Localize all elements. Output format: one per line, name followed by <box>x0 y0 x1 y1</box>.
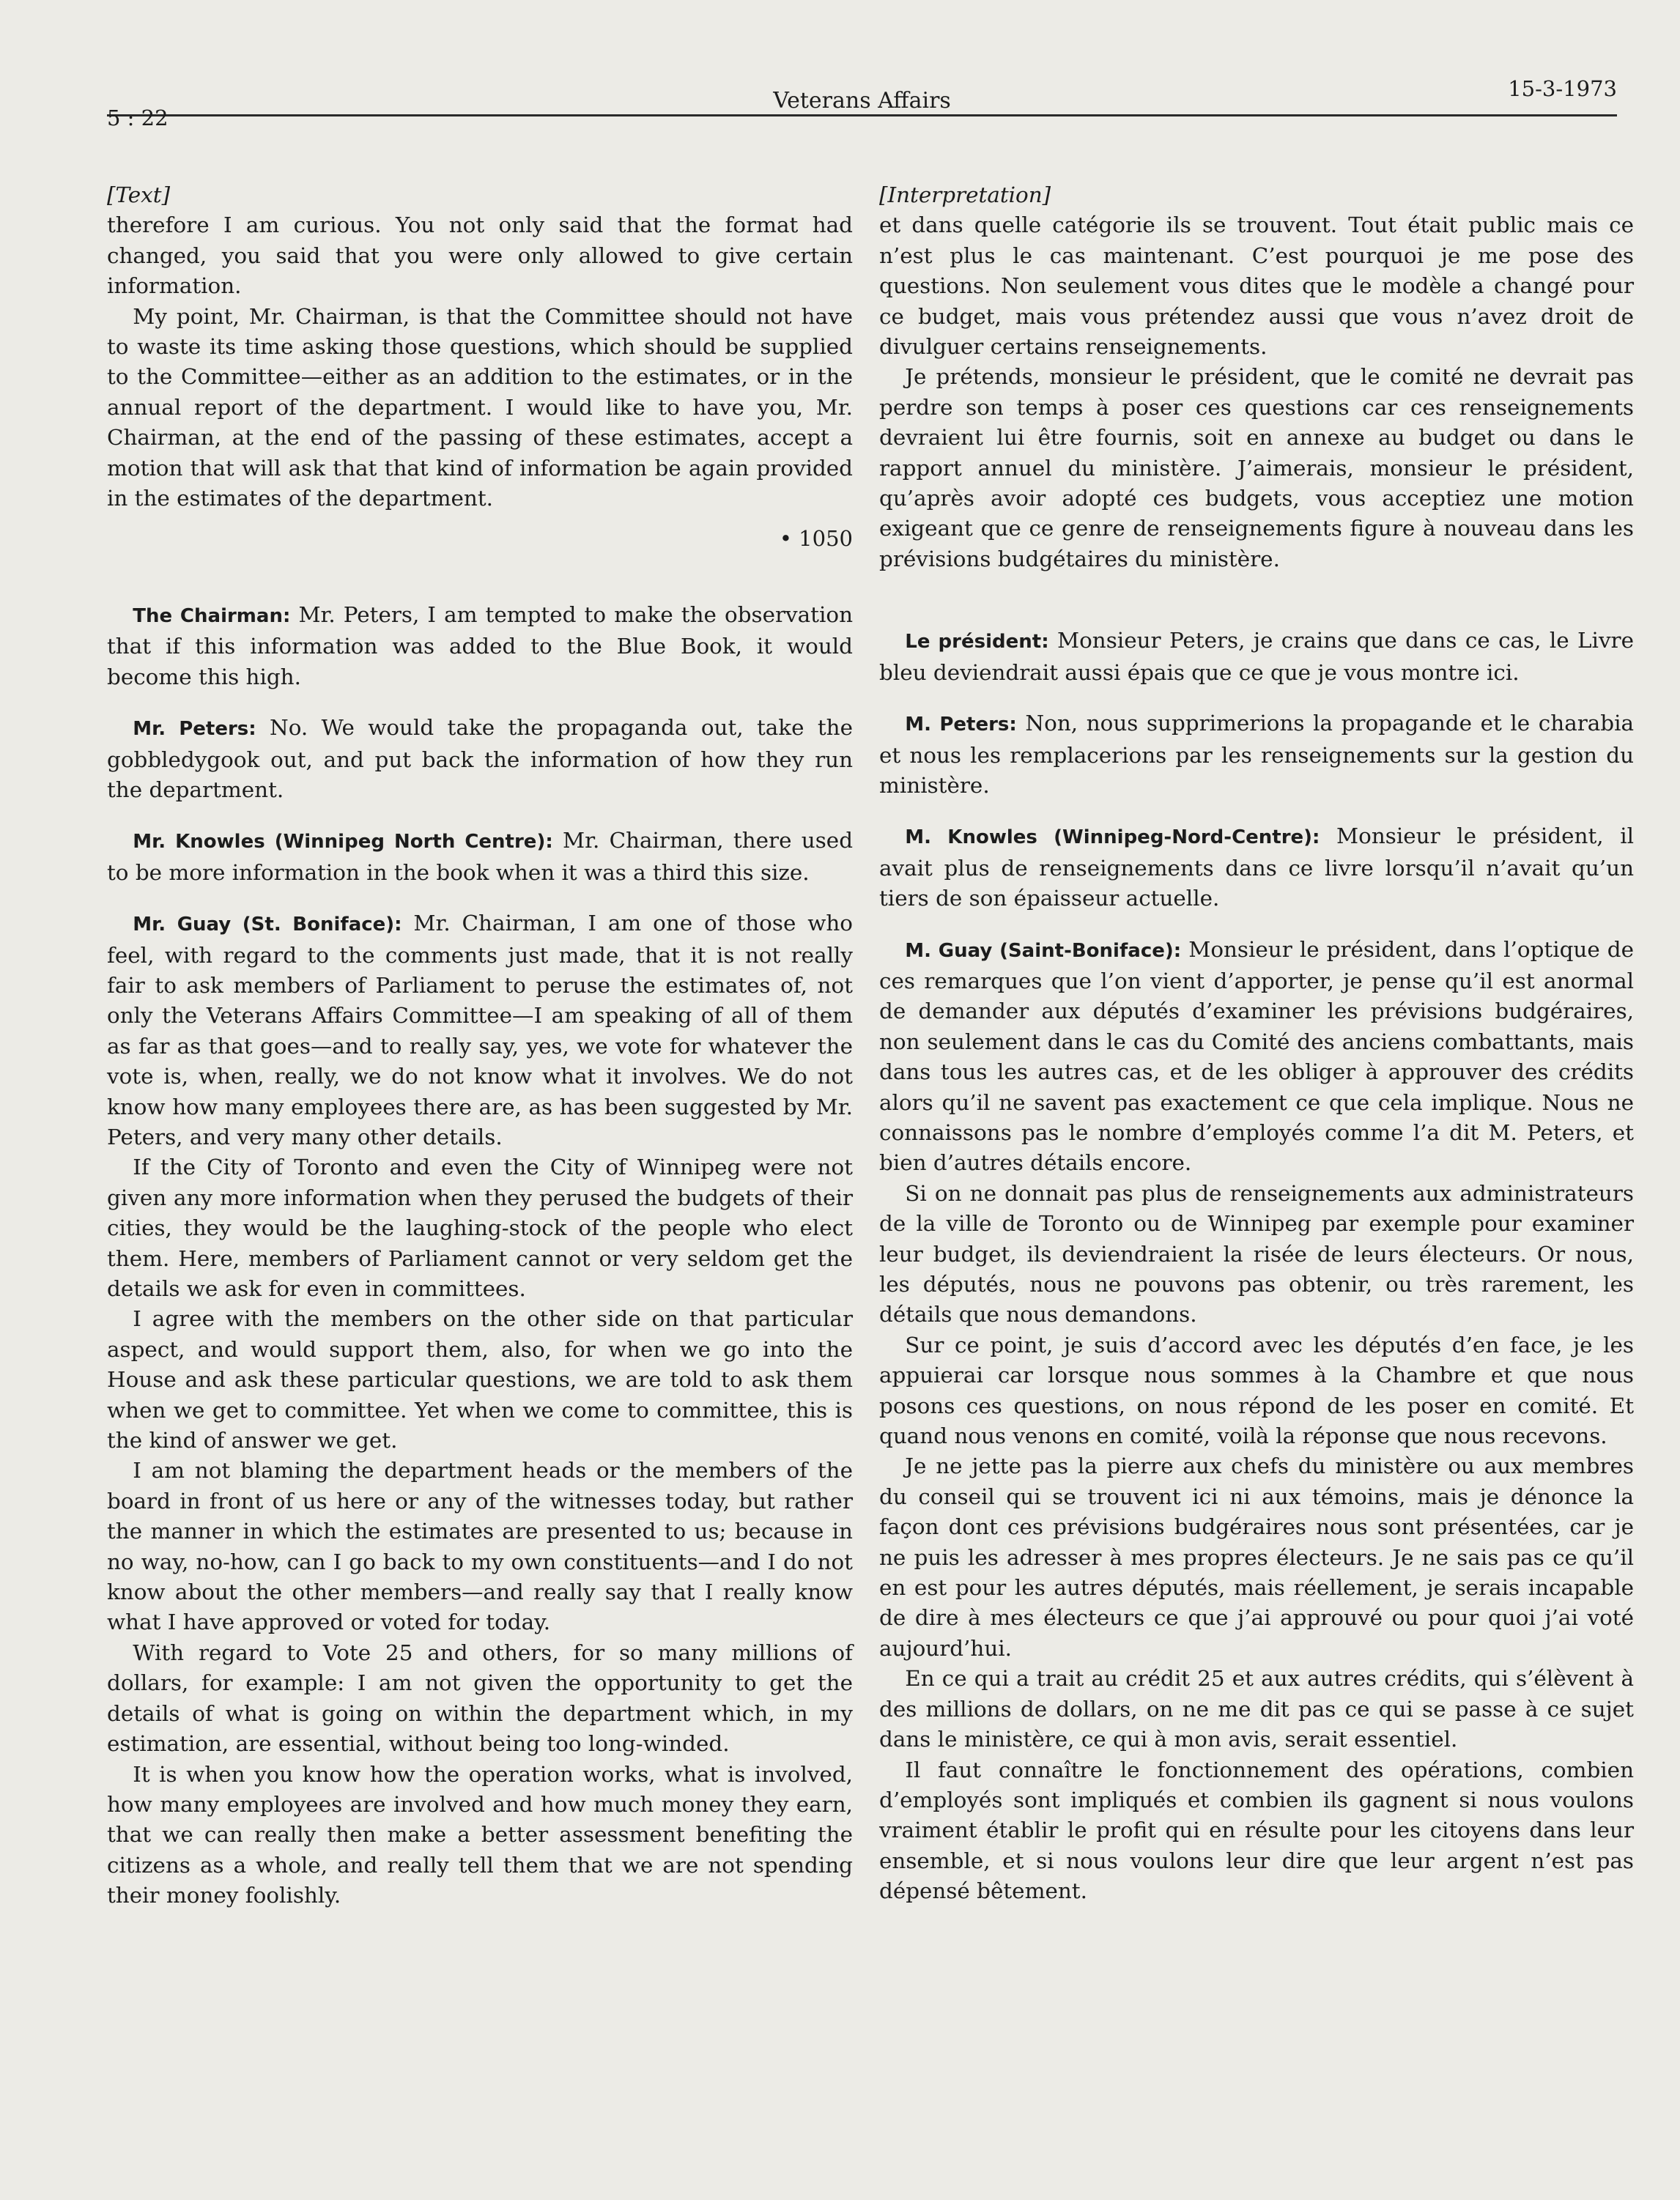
paragraph: Si on ne donnait pas plus de renseignements aux administrateurs de la ville de Toronto ou de Winnipeg par exemple pour examiner leur budget, ils deviendraient la risée de leurs électeurs. Or nous, les députés, nous ne pouvons pas obtenir, ou très rarement, les détails que nous demandons. <box>879 1180 1634 1327</box>
english-column <box>107 180 853 1911</box>
speech-chairman <box>879 626 1634 688</box>
speech-text: Monsieur le président, dans l’optique de ces remarques que l’on vient d’apporter, je pense qu’il est anormal de demander aux députés d’examiner les prévisions budgéraires, non seulement dans le cas du Comité des anciens combattants, mais dans tous les autres cas, et de les obliger à approuver des crédits alors qu’il ne savent pas exactement ce que cela implique. Nous ne connaissons pas le nombre d’employés comme l’a dit M. Peters, et bien d’autres détails encore. <box>879 936 1635 1176</box>
paragraph: If the City of Toronto and even the City of Winnipeg were not given any more information when they perused the budgets of their cities, they would be the laughing-stock of the people who elect them. Here, members of Parliament cannot or very seldom get the details we ask for even in committees. <box>107 1155 853 1301</box>
running-title: Veterans Affairs <box>773 88 951 114</box>
time-marker: • 1050 <box>779 526 853 552</box>
paragraph: therefore I am curious. You not only said that the format had changed, you said that you were only allowed to give certain information. <box>107 212 853 299</box>
speech-text: Mr. Peters, I am tempted to make the observation that if this information was added to the Blue Book, it would become this high. <box>107 601 853 689</box>
paragraph: Sur ce point, je suis d’accord avec les députés d’en face, je les appuierai car lorsque nous sommes à la Chambre et que nous posons ces questions, on nous répond de les poser en comité. Et quand nous venons en comité, voilà la réponse que nous recevons. <box>879 1332 1634 1449</box>
speaker-name: Mr. Peters: <box>133 718 256 741</box>
paragraph: With regard to Vote 25 and others, for so many millions of dollars, for example: I am not given the opportunity to get the details of what is going on within the department which, in my estimation, are essential, without being too long-winded. <box>107 1640 853 1757</box>
page-header <box>107 76 1617 130</box>
speech-knowles <box>879 821 1634 914</box>
speech-text: Monsieur le président, il avait plus de renseignements dans ce livre lorsqu’il n’avait qu’un tiers de son épaisseur actuelle. <box>879 823 1634 911</box>
paragraph: En ce qui a trait au crédit 25 et aux autres crédits, qui s’élèvent à des millions de dollars, on ne me dit pas ce qui se passe à ce sujet dans le ministère, ce qui à mon avis, serait essentiel. <box>879 1666 1634 1752</box>
speaker-name: Mr. Guay (St. Boniface): <box>133 914 402 936</box>
speech-text: Monsieur Peters, je crains que dans ce cas, le Livre bleu deviendrait aussi épais que ce que je vous montre ici. <box>879 628 1635 685</box>
speech-text: No. We would take the propaganda out, take the gobbledygook out, and put back the information of how they run the department. <box>107 715 853 802</box>
speaker-name: M. Guay (Saint-Boniface): <box>905 939 1182 962</box>
speech-guay <box>879 935 1634 1179</box>
speech-peters <box>107 713 853 805</box>
paragraph: Je ne jette pas la pierre aux chefs du ministère ou aux membres du conseil qui se trouvent ici ni aux témoins, mais je dénonce la façon dont ces prévisions budgéraires nous sont présentées, car je ne puis les adresser à mes propres électeurs. Je ne sais pas ce qu’il en est pour les autres députés, mais réellement, je serais incapable de dire à mes électeurs ce que j’ai approuvé ou pour quoi j’ai voté aujourd’hui. <box>879 1453 1634 1661</box>
page-number: 5 : 22 <box>107 105 169 130</box>
paragraph: I am not blaming the department heads or the members of the board in front of us here or any of the witnesses today, but rather the manner in which the estimates are presented to us; because in no way, no-how, can I go back to my own constituents—and I do not know about the other members—and really say that I really know what I have approved or voted for today. <box>107 1458 853 1635</box>
header-date: 15-3-1973 <box>1508 76 1617 101</box>
section-tag: [Interpretation] <box>879 182 1051 207</box>
paragraph: It is when you know how the operation works, what is involved, how many employees are involved and how much money they earn, that we can really then make a better assessment benefiting the citizens as a whole, and really tell them that we are not spending their money foolishly. <box>107 1761 853 1908</box>
paragraph: Il faut connaître le fonctionnement des opérations, combien d’employés sont impliqués et combien ils gagnent si nous voulons vraiment établir le profit qui en résulte pour les citoyens dans leur ensemble, et si nous voulons leur dire que leur argent n’est pas dépensé bêtement. <box>879 1757 1634 1904</box>
section-tag: [Text] <box>107 182 171 207</box>
speech-text: Non, nous supprimerions la propagande et le charabia et nous les remplacerions par les renseignements sur la gestion du ministère. <box>879 711 1635 798</box>
speaker-name: Mr. Knowles (Winnipeg North Centre): <box>133 831 553 853</box>
speech-knowles <box>107 826 853 888</box>
paragraph: My point, Mr. Chairman, is that the Committee should not have to waste its time asking those questions, which should be supplied to the Committee—either as an addition to the estimates, or in the annual report of the department. I would like to have you, Mr. Chairman, at the end of the passing of these estimates, accept a motion that will ask that that kind of information be again provided in the estimates of the department. <box>107 303 853 511</box>
speech-text: Mr. Chairman, I am one of those who feel, with regard to the comments just made, that it is not really fair to ask members of Parliament to peruse the estimates of, not only the Veterans Affairs Committee—I am speaking of all of them as far as that goes—and to really say, yes, we vote for whatever the vote is, when, really, we do not know what it involves. We do not know how many employees there are, as has been suggested by Mr. Peters, and very many other details. <box>107 911 853 1149</box>
speech-guay <box>107 908 853 1152</box>
speech-text: Mr. Chairman, there used to be more information in the book when it was a third this size. <box>107 828 854 885</box>
speech-chairman <box>107 600 853 692</box>
french-column <box>879 180 1634 1907</box>
speaker-name: M. Peters: <box>905 714 1017 736</box>
speech-peters <box>879 708 1634 801</box>
speaker-name: The Chairman: <box>133 604 291 627</box>
paragraph: Je prétends, monsieur le président, que le comité ne devrait pas perdre son temps à poser ces questions car ces renseignements devraient lui être fournis, soit en annexe au budget ou dans le rapport annuel du ministère. J’aimerais, monsieur le président, qu’après avoir adopté ces budgets, vous acceptiez une motion exigeant que ce genre de renseignements figure à nouveau dans les prévisions budgétaires du ministère. <box>879 364 1634 571</box>
paragraph: I agree with the members on the other side on that particular aspect, and would support them, also, for when we go into the House and ask these particular questions, we are told to ask them when we get to committee. Yet when we come to committee, this is the kind of answer we get. <box>107 1306 853 1453</box>
speaker-name: Le président: <box>905 631 1049 653</box>
speaker-name: M. Knowles (Winnipeg-Nord-Centre): <box>905 826 1320 849</box>
paragraph: et dans quelle catégorie ils se trouvent. Tout était public mais ce n’est plus le cas maintenant. C’est pourquoi je me pose des questions. Non seulement vous dites que le modèle a changé pour ce budget, mais vous prétendez aussi que vous n’avez droit de divulguer certains renseignements. <box>879 212 1634 360</box>
